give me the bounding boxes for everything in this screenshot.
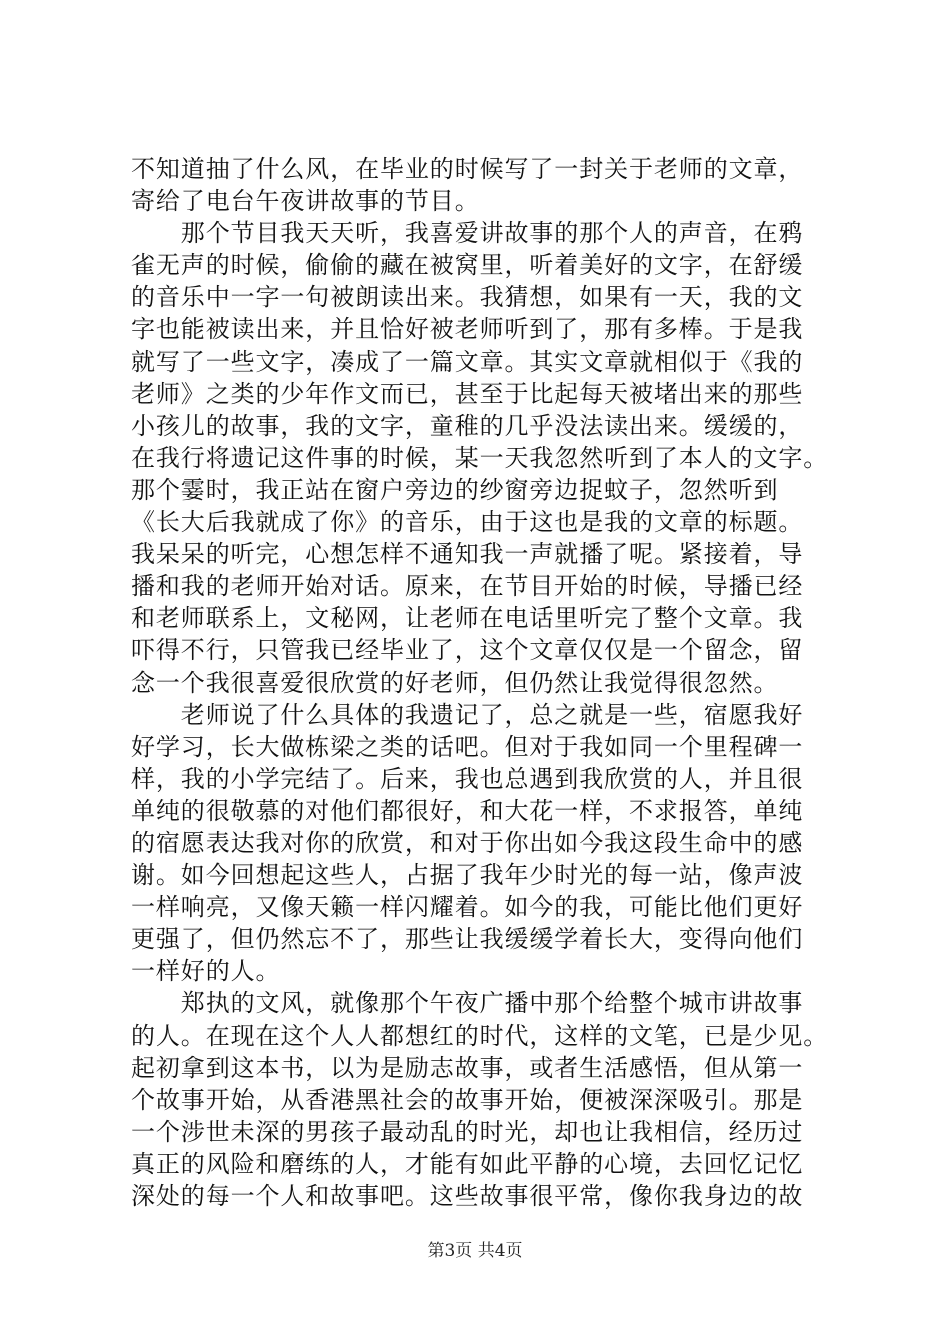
- text-line: 在我行将遗记这件事的时候，某一天我忽然听到了本人的文字。: [131, 443, 829, 472]
- text-line: 一个涉世未深的男孩子最动乱的时光，却也让我相信，经历过: [131, 1117, 804, 1146]
- text-line: 一样好的人。: [131, 957, 281, 986]
- text-line: 那个节目我天天听，我喜爱讲故事的那个人的声音，在鸦: [131, 219, 804, 248]
- text-line: 小孩儿的故事，我的文字，童稚的几乎没法读出来。缓缓的，: [131, 411, 804, 440]
- document-body: [131, 153, 851, 1212]
- text-line: 好学习，长大做栋梁之类的话吧。但对于我如同一个里程碑一: [131, 732, 804, 761]
- text-line: 的音乐中一字一句被朗读出来。我猜想，如果有一天，我的文: [131, 283, 804, 312]
- text-line: 和老师联系上，文秘网，让老师在电话里听完了整个文章。我: [131, 604, 804, 633]
- text-line: 起初拿到这本书，以为是励志故事，或者生活感悟，但从第一: [131, 1053, 804, 1082]
- text-line: 寄给了电台午夜讲故事的节目。: [131, 187, 480, 216]
- text-line: 我呆呆的听完，心想怎样不通知我一声就播了呢。紧接着，导: [131, 540, 804, 569]
- text-line: 真正的风险和磨练的人，才能有如此平静的心境，去回忆记忆: [131, 1149, 804, 1178]
- text-line: 播和我的老师开始对话。原来，在节目开始的时候，导播已经: [131, 572, 804, 601]
- text-line: 念一个我很喜爱很欣赏的好老师，但仍然让我觉得很忽然。: [131, 668, 779, 697]
- text-line: 郑执的文风，就像那个午夜广播中那个给整个城市讲故事: [131, 989, 804, 1018]
- text-line: 吓得不行，只管我已经毕业了，这个文章仅仅是一个留念，留: [131, 636, 804, 665]
- page-number-footer: 第3页 共4页: [427, 1241, 523, 1261]
- text-line: 《长大后我就成了你》的音乐，由于这也是我的文章的标题。: [131, 508, 804, 537]
- text-line: 谢。如今回想起这些人，占据了我年少时光的每一站，像声波: [131, 861, 804, 890]
- text-line: 雀无声的时候，偷偷的藏在被窝里，听着美好的文字，在舒缓: [131, 251, 804, 280]
- text-line: 一样响亮，又像天籁一样闪耀着。如今的我，可能比他们更好: [131, 893, 804, 922]
- text-line: 就写了一些文字，凑成了一篇文章。其实文章就相似于《我的: [131, 347, 804, 376]
- text-line: 深处的每一个人和故事吧。这些故事很平常，像你我身边的故: [131, 1182, 804, 1210]
- text-line: 不知道抽了什么风，在毕业的时候写了一封关于老师的文章，: [131, 155, 804, 183]
- text-line: 字也能被读出来，并且恰好被老师听到了，那有多棒。于是我: [131, 315, 804, 344]
- text-line: 更强了，但仍然忘不了，那些让我缓缓学着长大，变得向他们: [131, 925, 804, 954]
- text-line: 老师》之类的少年作文而已，甚至于比起每天被堵出来的那些: [131, 379, 804, 408]
- text-line: 单纯的很敬慕的对他们都很好，和大花一样，不求报答，单纯: [131, 796, 804, 825]
- text-line: 个故事开始，从香港黑社会的故事开始，便被深深吸引。那是: [131, 1085, 804, 1114]
- text-line: 那个霎时，我正站在窗户旁边的纱窗旁边捉蚊子，忽然听到: [131, 475, 779, 504]
- text-line: 老师说了什么具体的我遗记了，总之就是一些，宿愿我好: [131, 700, 804, 729]
- text-line: 样，我的小学完结了。后来，我也总遇到我欣赏的人，并且很: [131, 764, 804, 793]
- text-line: 的人。在现在这个人人都想红的时代，这样的文笔，已是少见。: [131, 1021, 829, 1050]
- text-line: 的宿愿表达我对你的欣赏，和对于你出如今我这段生命中的感: [131, 828, 804, 857]
